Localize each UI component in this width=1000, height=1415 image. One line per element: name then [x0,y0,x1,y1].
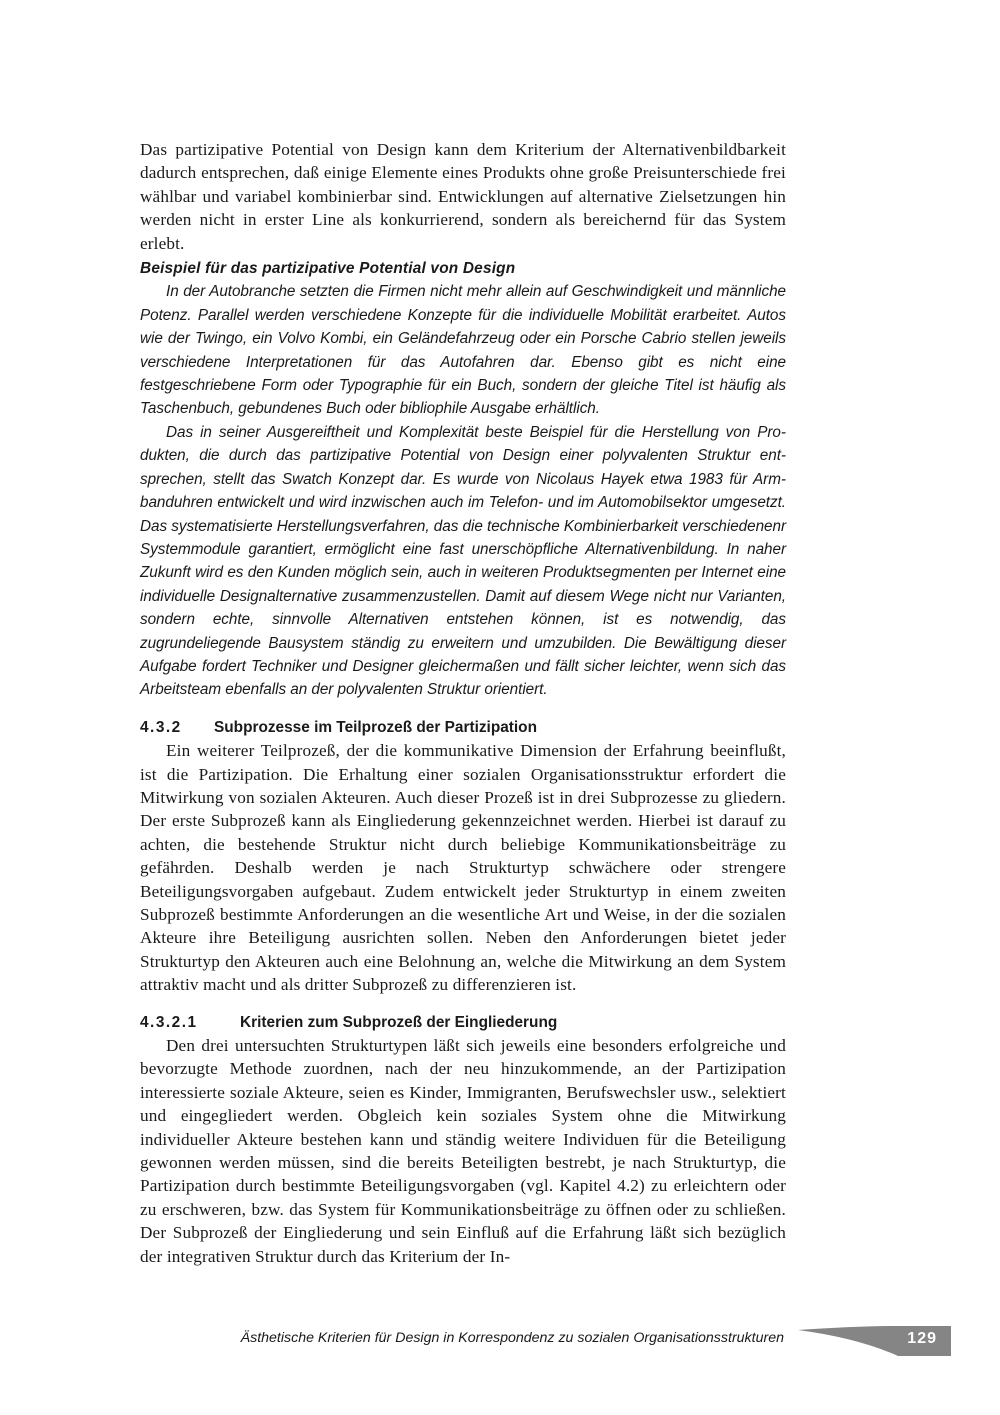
subsection-number: 4.3.2.1 [140,1013,198,1031]
section-heading-4-3-2-1 [140,1011,786,1034]
example-heading: Beispiel für das partizipative Potential von Design [140,260,516,278]
section-heading-4-3-2 [140,716,786,739]
page-number: 129 [907,1330,937,1347]
section-number: 4.3.2 [140,718,182,736]
subsection-paragraph: Den drei untersuchten Strukturtypen läßt sich jeweils eine besonders erfolgreiche und bevorzugte Methode zuordnen, nach der neu hinzukommende, an der Partizipation interessierte soziale Akteure, seien es Kinder, Immigranten, Berufswechsler usw., selektiert und eingegliedert werden. Obgleich kein soziales System ohne die Mitwirkung individueller Akteure bestehen kann und ständig weitere Individuen für die Beteiligung gewonnen werden müssen, sind die bereits Beteiligten bestrebt, je nach Strukturtyp, die Partizipation durch bestimmte Beteiligungsvorgaben (vgl. Kapitel 4.2) zu erleichtern oder zu erschweren, bzw. das System für Kommunikationsbeiträge zu öffnen oder zu schließen. Der Subprozeß der Eingliederung und sein Einfluß auf die Erfahrung läßt sich bezüglich der integrativen Struktur durch das Kriterium der In- [140,1036,786,1266]
section-title: Subprozesse im Teilprozeß der Partizipation [214,718,537,736]
subsection-title: Kriterien zum Subprozeß der Eingliederung [240,1013,558,1031]
page-number-tab [798,1326,951,1356]
section-paragraph: Ein weiterer Teilprozeß, der die kommunikative Dimension der Erfahrung beeinflußt, ist die Partizipation. Die Erhaltung einer sozialen Organisationsstruktur erfordert die Mitwirkung von sozialen Akteuren. Auch dieser Prozeß ist in drei Subprozesse zu gliedern. Der erste Subprozeß kann als Eingliederung gekennzeichnet werden. Hierbei ist darauf zu achten, die bestehende Struktur nicht durch beliebige Kommunikationsbeiträge zu gefährden. Deshalb werden je nach Strukturtyp schwächere oder strengere Beteiligungsvorgaben aufgebaut. Zudem entwickelt jeder Strukturtyp in einem zweiten Subprozeß bestimmte Anforderungen an die wesentliche Art und Weise, in der die sozialen Akteure ihre Beteiligung ausrichten sollen. Neben den Anforderungen bietet jeder Strukturtyp den Akteuren auch eine Belohnung an, welche die Mitwirkung an dem System attraktiv macht und als dritter Subprozeß zu differenzieren ist. [140,741,786,995]
page-footer [0,1326,1000,1358]
example-paragraph-2: Das in seiner Ausgereiftheit und Komplexität beste Beispiel für die Herstellung von Produkten, die durch das partizipative Potential von Design einer polyvalenten Struktur entsprechen, stellt das Swatch Konzept dar. Es wurde von Nicolaus Hayek etwa 1983 für Armbanduhren entwickelt und wird inzwischen auch im Telefon- und im Automobilsektor umgesetzt. Das systematisierte Herstellungsverfahren, das die technische Kombinierbarkeit verschiedenenr Systemmodule garantiert, ermöglicht eine fast unerschöpfliche Alternativenbildung. In naher Zukunft wird es den Kunden möglich sein, auch in weiteren Produktsegmenten per Internet eine individuelle Designalternative zusammenzustellen. Damit auf diesem Wege nicht nur Varianten, sondern echte, sinnvolle Alternativen entstehen können, ist es notwendig, das zugrundeliegende Bausystem ständig zu erweitern und umzubilden. Die Bewältigung dieser Aufgabe fordert Techniker und Designer gleichermaßen und fällt sicher leichter, wenn sich das Arbeitsteam ebenfalls an der polyvalenten Struktur orientiert. [140,423,786,699]
page-body [140,138,786,1268]
running-title: Ästhetische Kriterien für Design in Korrespondenz zu sozialen Organisationsstrukturen [240,1330,784,1346]
example-paragraph-1: In der Autobranche setzten die Firmen nicht mehr allein auf Geschwindigkeit und männliche Potenz. Parallel werden verschiedene Konzepte für die individuelle Mobilität erarbeitet. Autos wie der Twingo, ein Volvo Kombi, ein Geländefahrzeug oder ein Porsche Cabrio stellen jeweils verschiedene Interpretationen für das Autofahren dar. Ebenso gibt es nicht eine festgeschriebene Form oder Typographie für ein Buch, sondern der gleiche Titel ist häufig als Taschenbuch, gebundenes Buch oder bibliophile Ausgabe erhältlich. [140,283,786,418]
intro-paragraph: Das partizipative Potential von Design kann dem Kriterium der Alternativenbildbarkeit dadurch entsprechen, daß einige Elemente eines Produkts ohne große Preisunterschiede frei wählbar und variabel kombinierbar sind. Entwicklungen auf alternative Zielsetzungen hin werden nicht in erster Line als konkurrierend, sondern als bereichernd für das System erlebt. [140,140,786,253]
